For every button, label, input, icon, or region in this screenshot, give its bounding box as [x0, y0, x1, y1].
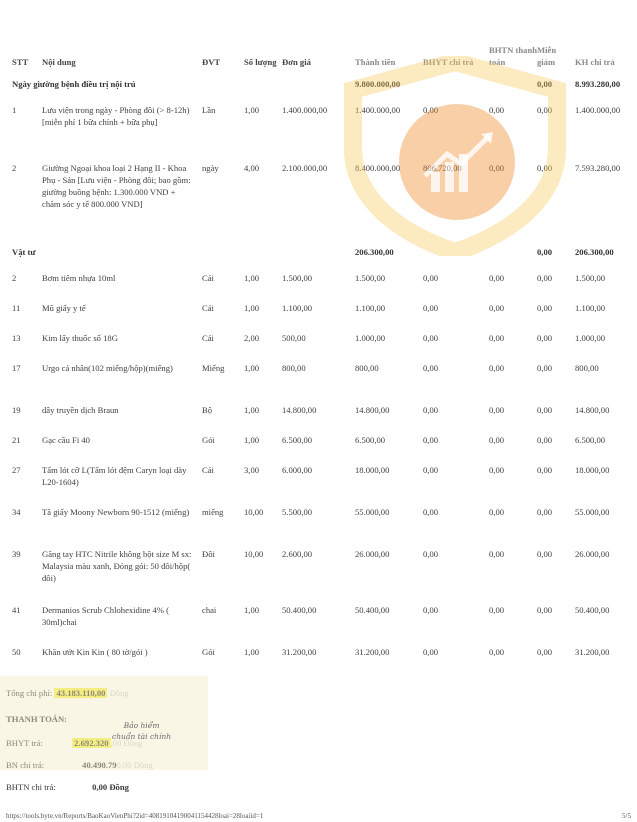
- bhtn-paid-value: 0,00 Đồng: [92, 782, 129, 792]
- row-bhtn: 0,00: [489, 549, 505, 559]
- row-kh: 1.000,00: [575, 333, 606, 343]
- row-don-gia: 50.400,00: [282, 605, 317, 615]
- row-bhyt: 0,00: [423, 507, 439, 517]
- watermark-text: [112, 720, 171, 742]
- section-kh: 206.300,00: [575, 247, 614, 257]
- row-kh: 1.100,00: [575, 303, 606, 313]
- section-title: Ngày giường bệnh điều trị nội trú: [12, 79, 136, 89]
- row-so-luong: 1,00: [244, 647, 260, 657]
- row-stt: 21: [12, 435, 21, 445]
- row-thanh-tien: 1.100,00: [355, 303, 386, 313]
- row-bhtn: 0,00: [489, 465, 505, 475]
- header-don-gia: Đơn giá: [282, 57, 311, 67]
- row-dvt: chai: [202, 605, 217, 615]
- row-stt: 13: [12, 333, 21, 343]
- row-noi-dung: Bơm tiêm nhựa 10ml: [42, 273, 116, 283]
- header-noi-dung: Nội dung: [42, 57, 76, 67]
- row-noi-dung: Giường Ngoại khoa loại 2 Hạng II - Khoa Phụ - Sản [Lưu viện - Phòng đôi; bao gồm: giường buồng bệnh: 1.300.000 VND + chăm sóc y tế 800.000 VND]: [42, 163, 191, 209]
- row-dvt: Gói: [202, 647, 215, 657]
- row-thanh-tien: 8.400.000,00: [355, 163, 401, 173]
- row-so-luong: 2,00: [244, 333, 260, 343]
- total-cost-unit: Đồng: [109, 688, 129, 698]
- row-stt: 27: [12, 465, 21, 475]
- row-bhyt: 0,00: [423, 363, 439, 373]
- row-so-luong: 10,00: [244, 507, 264, 517]
- row-thanh-tien: 6.500,00: [355, 435, 386, 445]
- section-title: Vật tư: [12, 247, 36, 257]
- bhtn-paid-label: BHTN chi trả:: [6, 782, 56, 792]
- watermark-line-2: chuẩn tài chính: [112, 732, 172, 741]
- section-bhtn: [489, 78, 537, 104]
- row-kh: 6.500,00: [575, 435, 606, 445]
- patient-paid-line: [6, 760, 153, 770]
- row-kh: 7.593.280,00: [575, 163, 621, 173]
- row-don-gia: 6.500,00: [282, 435, 313, 445]
- row-mien-giam: 0,00: [537, 363, 553, 373]
- row-don-gia: 5.500,00: [282, 507, 313, 517]
- table-row: [6, 272, 631, 302]
- header-stt: STT: [12, 57, 29, 67]
- row-don-gia: 1.100,00: [282, 303, 313, 313]
- table-row: [6, 646, 631, 676]
- row-bhtn: 0,00: [489, 303, 505, 313]
- row-noi-dung: Lưu viện trong ngày - Phòng đôi (> 8-12h) [miễn phí 1 bữa chính + bữa phụ]: [42, 105, 190, 127]
- row-stt: 50: [12, 647, 21, 657]
- row-kh: 26.000,00: [575, 549, 610, 559]
- row-kh: 1.400.000,00: [575, 105, 621, 115]
- section-bhtn: [489, 246, 537, 272]
- patient-paid-label: BN chi trả:: [6, 760, 45, 770]
- bhyt-paid-unit: ,00 Đồng: [110, 738, 143, 748]
- row-bhtn: 0,00: [489, 647, 505, 657]
- row-bhtn: 0,00: [489, 163, 505, 173]
- row-mien-giam: 0,00: [537, 163, 553, 173]
- row-dvt: Cái: [202, 333, 214, 343]
- row-noi-dung: Tã giấy Moony Newborn 90-1512 (miếng): [42, 507, 190, 517]
- row-thanh-tien: 800,00: [355, 363, 379, 373]
- section-row: [6, 78, 631, 104]
- table-row: [6, 548, 631, 604]
- row-noi-dung: Urgo cá nhân(102 miếng/hộp)(miếng): [42, 363, 173, 373]
- row-don-gia: 31.200,00: [282, 647, 317, 657]
- row-bhtn: 0,00: [489, 605, 505, 615]
- row-mien-giam: 0,00: [537, 605, 553, 615]
- row-mien-giam: 0,00: [537, 507, 553, 517]
- table-row: [6, 302, 631, 332]
- row-bhyt: 0,00: [423, 273, 439, 283]
- row-don-gia: 6.000,00: [282, 465, 313, 475]
- row-bhtn: 0,00: [489, 435, 505, 445]
- row-noi-dung: Tấm lót cỡ L(Tấm lót đệm Caryn loại dày L20-1604): [42, 465, 187, 487]
- row-kh: 14.800,00: [575, 405, 610, 415]
- row-noi-dung: Dermanios Scrub Chlohexidine 4% ( 30ml)chai: [42, 605, 169, 627]
- footer-url: https://tools.byte.vn/Reports/BaoKaoVienPhi?2id=40819104190041154428loai=28loaiid=1: [6, 812, 264, 820]
- row-bhtn: 0,00: [489, 405, 505, 415]
- row-don-gia: 2.100.000,00: [282, 163, 328, 173]
- section-mien-giam: 0,00: [537, 79, 553, 89]
- table-row: [6, 604, 631, 646]
- table-row: [6, 104, 631, 162]
- row-stt: 34: [12, 507, 21, 517]
- row-mien-giam: 0,00: [537, 465, 553, 475]
- row-stt: 2: [12, 163, 17, 173]
- row-noi-dung: Khăn ướt Kin Kin ( 80 tờ/gói ): [42, 647, 148, 657]
- row-stt: 41: [12, 605, 21, 615]
- row-stt: 39: [12, 549, 21, 559]
- row-mien-giam: 0,00: [537, 303, 553, 313]
- row-so-luong: 1,00: [244, 363, 260, 373]
- patient-paid-value: 40.490.79: [82, 760, 117, 770]
- row-bhtn: 0,00: [489, 507, 505, 517]
- section-thanh-tien: 9.800.000,00: [355, 79, 401, 89]
- row-thanh-tien: 1.500,00: [355, 273, 386, 283]
- row-stt: 1: [12, 105, 17, 115]
- row-bhyt: 0,00: [423, 647, 439, 657]
- section-row: [6, 246, 631, 272]
- row-dvt: Miếng: [202, 363, 225, 373]
- row-noi-dung: Kim lấy thuốc số 18G: [42, 333, 118, 343]
- row-so-luong: 1,00: [244, 405, 260, 415]
- row-dvt: Cái: [202, 465, 214, 475]
- row-dvt: Cái: [202, 273, 214, 283]
- row-bhyt: 0,00: [423, 605, 439, 615]
- row-so-luong: 3,00: [244, 465, 260, 475]
- row-don-gia: 1.400.000,00: [282, 105, 328, 115]
- row-mien-giam: 0,00: [537, 405, 553, 415]
- row-bhtn: 0,00: [489, 363, 505, 373]
- row-bhyt: 0,00: [423, 303, 439, 313]
- row-dvt: Lần: [202, 105, 216, 115]
- row-so-luong: 4,00: [244, 163, 260, 173]
- total-cost-label: Tổng chi phí:: [6, 688, 53, 698]
- row-stt: 17: [12, 363, 21, 373]
- table-row: [6, 332, 631, 362]
- total-cost-line: [6, 688, 129, 698]
- row-thanh-tien: 1.400.000,00: [355, 105, 401, 115]
- row-thanh-tien: 18.000,00: [355, 465, 390, 475]
- table-row: [6, 506, 631, 548]
- row-kh: 31.200,00: [575, 647, 610, 657]
- row-mien-giam: 0,00: [537, 333, 553, 343]
- row-noi-dung: Gạc cầu Fi 40: [42, 435, 90, 445]
- bhyt-paid-label: BHYT trả:: [6, 738, 43, 748]
- row-mien-giam: 0,00: [537, 105, 553, 115]
- row-kh: 18.000,00: [575, 465, 610, 475]
- row-dvt: miếng: [202, 507, 224, 517]
- row-bhyt: 0,00: [423, 549, 439, 559]
- table-row: [6, 362, 631, 404]
- row-stt: 19: [12, 405, 21, 415]
- bhyt-paid-value: 2.692.320: [74, 738, 109, 748]
- section-bhyt: [423, 246, 489, 272]
- row-noi-dung: dây truyền dịch Braun: [42, 405, 119, 415]
- row-bhyt: 0,00: [423, 333, 439, 343]
- row-so-luong: 1,00: [244, 273, 260, 283]
- watermark-line-1: Bảo hiểm: [123, 721, 160, 730]
- row-so-luong: 1,00: [244, 605, 260, 615]
- total-cost-value: 43.183.110,00: [56, 688, 106, 698]
- row-kh: 55.000,00: [575, 507, 610, 517]
- row-thanh-tien: 55.000,00: [355, 507, 390, 517]
- row-thanh-tien: 31.200,00: [355, 647, 390, 657]
- row-thanh-tien: 14.800,00: [355, 405, 390, 415]
- row-dvt: Cái: [202, 303, 214, 313]
- section-kh: 8.993.280,00: [575, 79, 621, 89]
- table-row: [6, 404, 631, 434]
- cost-table: [6, 6, 631, 676]
- bhtn-paid-line: [6, 782, 129, 792]
- row-so-luong: 10,00: [244, 549, 264, 559]
- patient-paid-unit: 0,00 Đồng: [116, 760, 153, 770]
- row-bhyt: 806.720,00: [423, 163, 462, 173]
- row-dvt: Gói: [202, 435, 215, 445]
- row-bhyt: 0,00: [423, 405, 439, 415]
- row-stt: 11: [12, 303, 21, 313]
- row-so-luong: 1,00: [244, 303, 260, 313]
- row-don-gia: 800,00: [282, 363, 306, 373]
- row-mien-giam: 0,00: [537, 549, 553, 559]
- table-row: [6, 434, 631, 464]
- row-bhtn: 0,00: [489, 105, 505, 115]
- section-thanh-tien: 206.300,00: [355, 247, 394, 257]
- row-dvt: Bộ: [202, 405, 213, 415]
- row-thanh-tien: 50.400,00: [355, 605, 390, 615]
- row-kh: 50.400,00: [575, 605, 610, 615]
- header-bhtn: BHTN thanh toán: [489, 45, 537, 67]
- row-mien-giam: 0,00: [537, 435, 553, 445]
- header-thanh-tien: Thành tiền: [355, 57, 396, 67]
- row-so-luong: 1,00: [244, 435, 260, 445]
- footer-page-number: 5/5: [622, 812, 631, 820]
- header-dvt: ĐVT: [202, 57, 221, 67]
- row-bhyt: 0,00: [423, 435, 439, 445]
- header-so-luong: Số lượng: [244, 57, 277, 67]
- section-mien-giam: 0,00: [537, 247, 553, 257]
- row-noi-dung: Găng tay HTC Nitrile không bột size M sx: Malaysia màu xanh, Đóng gói: 50 đôi/hộp( đôi): [42, 549, 192, 583]
- row-don-gia: 500,00: [282, 333, 306, 343]
- row-thanh-tien: 1.000,00: [355, 333, 386, 343]
- table-row: [6, 464, 631, 506]
- row-thanh-tien: 26.000,00: [355, 549, 390, 559]
- payment-heading: THANH TOÁN:: [6, 714, 68, 724]
- row-don-gia: 14.800,00: [282, 405, 317, 415]
- row-bhtn: 0,00: [489, 333, 505, 343]
- row-stt: 2: [12, 273, 17, 283]
- header-kh: KH chi trả: [575, 57, 615, 67]
- row-bhyt: 0,00: [423, 105, 439, 115]
- table-row: [6, 162, 631, 246]
- section-bhyt: [423, 78, 489, 104]
- row-kh: 1.500,00: [575, 273, 606, 283]
- row-noi-dung: Mũ giấy y tế: [42, 303, 86, 313]
- row-don-gia: 1.500,00: [282, 273, 313, 283]
- row-dvt: Đôi: [202, 549, 215, 559]
- row-mien-giam: 0,00: [537, 273, 553, 283]
- header-bhyt: BHYT chi trả: [423, 57, 474, 67]
- row-bhyt: 0,00: [423, 465, 439, 475]
- row-so-luong: 1,00: [244, 105, 260, 115]
- row-mien-giam: 0,00: [537, 647, 553, 657]
- row-kh: 800,00: [575, 363, 599, 373]
- row-dvt: ngày: [202, 163, 219, 173]
- table-header-row: [6, 6, 631, 78]
- row-don-gia: 2.600,00: [282, 549, 313, 559]
- header-mien-giam: Miễn giảm: [537, 45, 557, 67]
- row-bhtn: 0,00: [489, 273, 505, 283]
